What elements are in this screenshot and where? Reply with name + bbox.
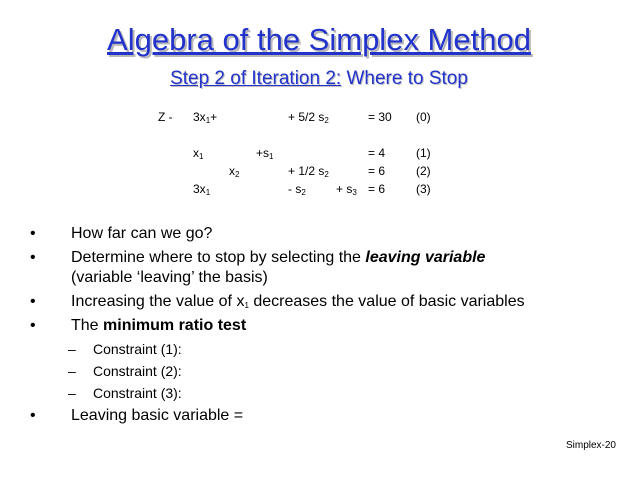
eq3-term1: $3x_1$ (193, 182, 211, 197)
bullet-marker: • (30, 407, 36, 424)
eq2-rhs: = 6 (368, 164, 386, 178)
sub-bullet-constraint-2: – Constraint (2): (68, 363, 182, 379)
subtitle-step: Step 2 of Iteration 2: (170, 68, 342, 89)
bullet-min-ratio-test: • The minimum ratio test (30, 317, 247, 334)
bullet-marker: • (30, 317, 36, 334)
bullet-marker: • (30, 249, 36, 266)
bullet-leaving-basic: • Leaving basic variable = (30, 407, 244, 424)
bullet-leaving-variable: • Determine where to stop by selecting the leaving variable (variable ‘leaving’ the basis) (30, 249, 486, 286)
dash-marker: – (68, 385, 76, 401)
bullet-increasing-x1: • Increasing the value of $x_1$ decreases the value of basic variables (30, 293, 525, 310)
bullet-list (30, 224, 630, 430)
sub-bullet-constraint-3: – Constraint (3): (68, 385, 182, 401)
bullet-how-far: • How far can we go? (30, 225, 213, 242)
eq3-rhs: = 6 (368, 182, 386, 196)
slide-subtitle (0, 68, 638, 90)
eq0-lhs: Z - (158, 110, 173, 124)
eq0-label: (0) (416, 110, 431, 124)
eq1-rhs: = 4 (368, 146, 386, 160)
eq2-term3: + 1/2 $s_2$ (288, 164, 329, 179)
eq0-rhs: = 30 (368, 110, 392, 124)
eq1-term1: $x_1$ (193, 146, 204, 161)
min-ratio-term: minimum ratio test (103, 317, 247, 334)
bullet-marker: • (30, 293, 36, 310)
leaving-variable-term: leaving variable (365, 249, 486, 266)
eq3-term4: + $s_3$ (336, 182, 357, 197)
eq0-term3: + 5/2 $s_2$ (288, 110, 329, 125)
dash-marker: – (68, 341, 76, 357)
sub-bullet-constraint-1: – Constraint (1): (68, 341, 182, 357)
slide-footer: Simplex-20 (565, 440, 616, 451)
subtitle-topic: Where to Stop (341, 68, 468, 89)
eq3-term3: - $s_2$ (288, 182, 306, 197)
eq1-label: (1) (416, 146, 431, 160)
eq0-term1: $3x_1+$ (193, 110, 218, 125)
dash-marker: – (68, 363, 76, 379)
eq2-label: (2) (416, 164, 431, 178)
eq2-term2: $x_2$ (229, 164, 240, 179)
bullet-marker: • (30, 225, 36, 242)
eq1-term2: $+s_1$ (256, 146, 274, 161)
slide-title: Algebra of the Simplex Method (107, 22, 531, 57)
eq3-label: (3) (416, 182, 431, 196)
